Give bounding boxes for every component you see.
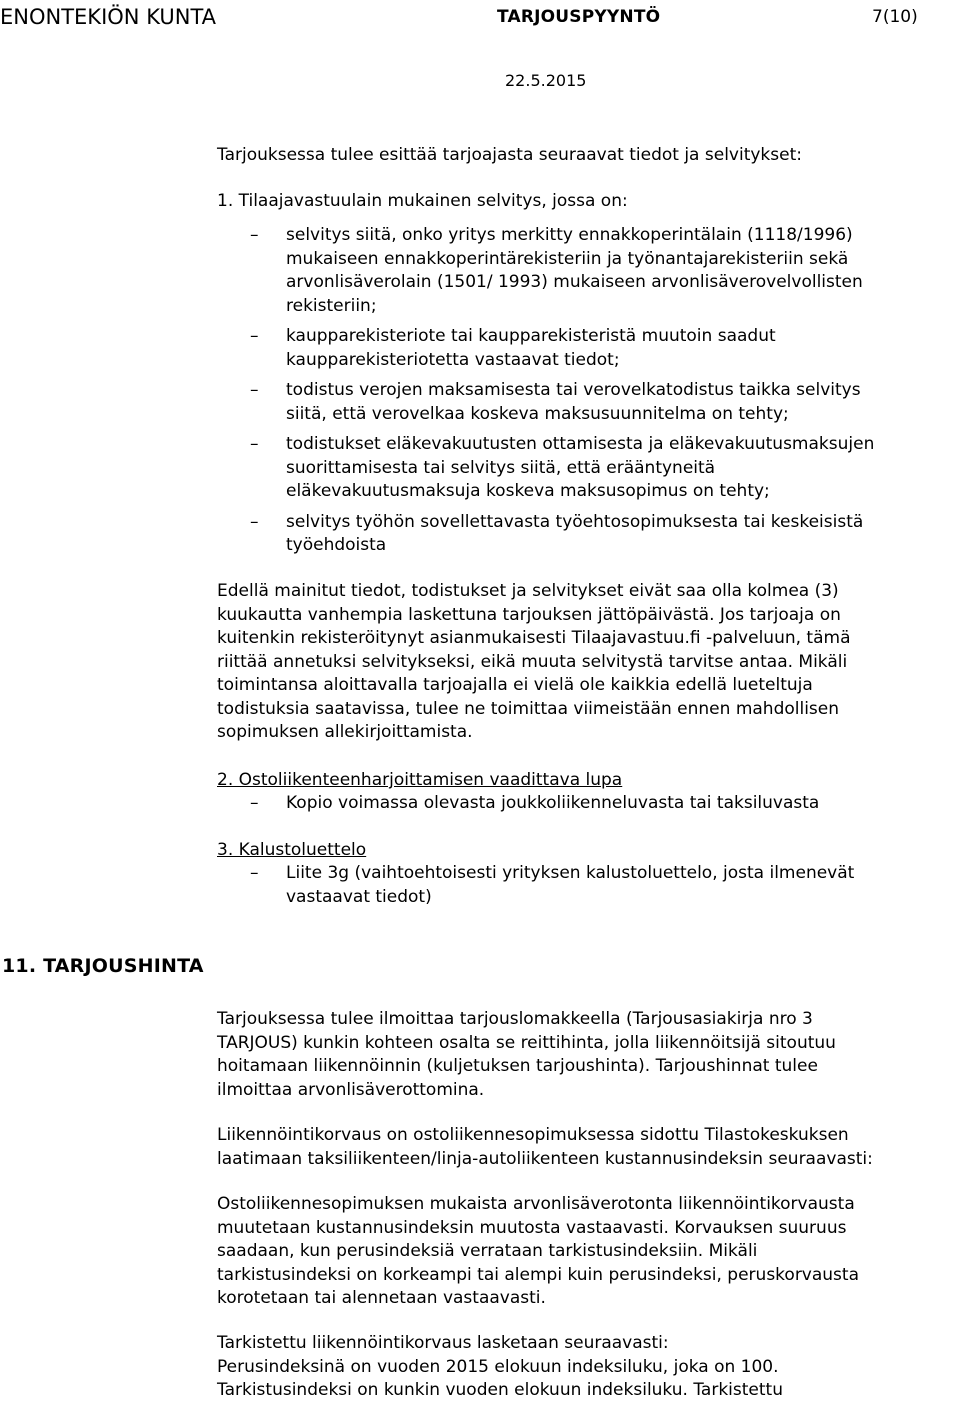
item1-heading: 1. Tilaajavastuulain mukainen selvitys, jossa on: (217, 191, 628, 211)
item3-heading: 3. Kalustoluettelo (217, 840, 367, 860)
paragraph-line: TARJOUS) kunkin kohteen osalta se reittihinta, jolla liikennöitsijä sitoutuu (217, 1032, 836, 1053)
list-item-line: selvitys siitä, onko yritys merkitty ennakkoperintälain (1118/1996) (286, 225, 853, 245)
list-item-line: suorittamisesta tai selvitys siitä, että erääntyneitä (286, 457, 716, 478)
item1-heading-block (217, 190, 960, 214)
list-item (250, 792, 960, 816)
paragraph-line: Tarkistettu liikennöintikorvaus lasketaan seuraavasti: (217, 1333, 669, 1353)
list-item-line: Liite 3g (vaihtoehtoisesti yrityksen kalustoluettelo, josta ilmenevät (286, 863, 855, 883)
section11-paragraph-4 (217, 1332, 960, 1403)
list-item-line: arvonlisäverolain (1501/ 1993) mukaiseen arvonlisäverovelvollisten (286, 272, 863, 292)
validity-paragraph (217, 580, 960, 745)
paragraph-line: Ostoliikennesopimuksen mukaista arvonlisäverotonta liikennöintikorvausta (217, 1194, 855, 1214)
header-document-type: TARJOUSPYYNTÖ (497, 7, 661, 27)
paragraph-line: kuitenkin rekisteröitynyt asianmukaisesti Tilaajavastuu.fi -palveluun, tämä (217, 628, 851, 648)
list-item-line: todistukset eläkevakuutusten ottamisesta ja eläkevakuutusmaksujen (286, 434, 875, 454)
paragraph-line: muutetaan kustannusindeksin muutosta vastaavasti. Korvauksen suuruus (217, 1217, 847, 1238)
header-date: 22.5.2015 (505, 71, 587, 90)
list-item-line: työehdoista (286, 535, 387, 555)
list-item-line: vastaavat tiedot) (286, 886, 432, 907)
list-item (250, 325, 960, 372)
list-item-line: rekisteriin; (286, 295, 377, 316)
list-item-line: eläkevakuutusmaksuja koskeva maksusopimus on tehty; (286, 481, 770, 501)
list-item-line: kaupparekisteriotetta vastaavat tiedot; (286, 349, 620, 370)
paragraph-line: Liikennöintikorvaus on ostoliikennesopimuksessa sidottu Tilastokeskuksen (217, 1125, 849, 1145)
list-item-line: Kopio voimassa olevasta joukkoliikenneluvasta tai taksiluvasta (286, 793, 820, 813)
intro-paragraph (217, 144, 960, 168)
paragraph-line: toimintansa aloittavalla tarjoajalla ei vielä ole kaikkia edellä lueteltuja (217, 675, 813, 695)
paragraph-line: saadaan, kun perusindeksiä verrataan tarkistusindeksiin. Mikäli (217, 1241, 758, 1261)
list-item (250, 433, 960, 504)
section-heading: 11. TARJOUSHINTA (2, 955, 204, 977)
list-item (250, 511, 960, 558)
dash-bullet-icon: – (250, 326, 259, 346)
list-item (250, 379, 960, 426)
dash-bullet-icon: – (250, 380, 259, 400)
paragraph-line: kuukautta vanhempia laskettuna tarjouksen jättöpäivästä. Jos tarjoaja on (217, 604, 841, 625)
list-item (250, 224, 960, 318)
dash-bullet-icon: – (250, 511, 259, 532)
list-item-line: todistus verojen maksamisesta tai verovelkatodistus taikka selvitys (286, 380, 861, 400)
section11-paragraph-2 (217, 1124, 960, 1171)
list-item-line: kaupparekisteriote tai kaupparekisteristä muutoin saadut (286, 326, 776, 346)
intro-text: Tarjouksessa tulee esittää tarjoajasta seuraavat tiedot ja selvitykset: (217, 145, 802, 165)
section11-paragraph-3 (217, 1193, 960, 1311)
paragraph-line: Edellä mainitut tiedot, todistukset ja selvitykset eivät saa olla kolmea (3) (217, 581, 839, 601)
header-organization: ENONTEKIÖN KUNTA (0, 5, 217, 29)
item2-heading: 2. Ostoliikenteenharjoittamisen vaadittava lupa (217, 770, 623, 790)
paragraph-line: todistuksia saatavissa, tulee ne toimittaa viimeistään ennen mahdollisen (217, 698, 840, 719)
paragraph-line: laatimaan taksiliikenteen/linja-autoliikenteen kustannusindeksin seuraavasti: (217, 1148, 873, 1169)
dash-bullet-icon: – (250, 434, 259, 454)
header-page-number: 7(10) (872, 7, 918, 27)
paragraph-line: Perusindeksinä on vuoden 2015 elokuun indeksiluku, joka on 100. (217, 1356, 779, 1377)
item3-heading-block (217, 839, 960, 863)
dash-bullet-icon: – (250, 793, 259, 813)
section11-paragraph-1 (217, 1008, 960, 1102)
paragraph-line: Tarkistusindeksi on kunkin vuoden elokuun indeksiluku. Tarkistettu (217, 1380, 783, 1400)
paragraph-line: sopimuksen allekirjoittamista. (217, 722, 473, 742)
item1-bullet-list (250, 224, 960, 558)
list-item-line: selvitys työhön sovellettavasta työehtosopimuksesta tai keskeisistä (286, 511, 864, 532)
item2-heading-block (217, 769, 960, 793)
paragraph-line: riittää annetuksi selvitykseksi, eikä muuta selvitystä tarvitse antaa. Mikäli (217, 651, 848, 672)
paragraph-line: ilmoittaa arvonlisäverottomina. (217, 1079, 485, 1100)
paragraph-line: korotetaan tai alennetaan vastaavasti. (217, 1288, 546, 1308)
list-item-line: siitä, että verovelkaa koskeva maksusuunnitelma on tehty; (286, 403, 789, 424)
dash-bullet-icon: – (250, 225, 259, 245)
paragraph-line: tarkistusindeksi on korkeampi tai alempi kuin perusindeksi, peruskorvausta (217, 1264, 859, 1285)
paragraph-line: hoitamaan liikennöinnin (kuljetuksen tarjoushinta). Tarjoushinnat tulee (217, 1056, 818, 1076)
list-item (250, 862, 960, 909)
list-item-line: mukaiseen ennakkoperintärekisteriin ja työnantajarekisteriin sekä (286, 248, 849, 269)
paragraph-line: Tarjouksessa tulee ilmoittaa tarjouslomakkeella (Tarjousasiakirja nro 3 (217, 1009, 813, 1029)
item3-bullet-list (250, 862, 960, 909)
dash-bullet-icon: – (250, 863, 259, 883)
item2-bullet-list (250, 792, 960, 816)
